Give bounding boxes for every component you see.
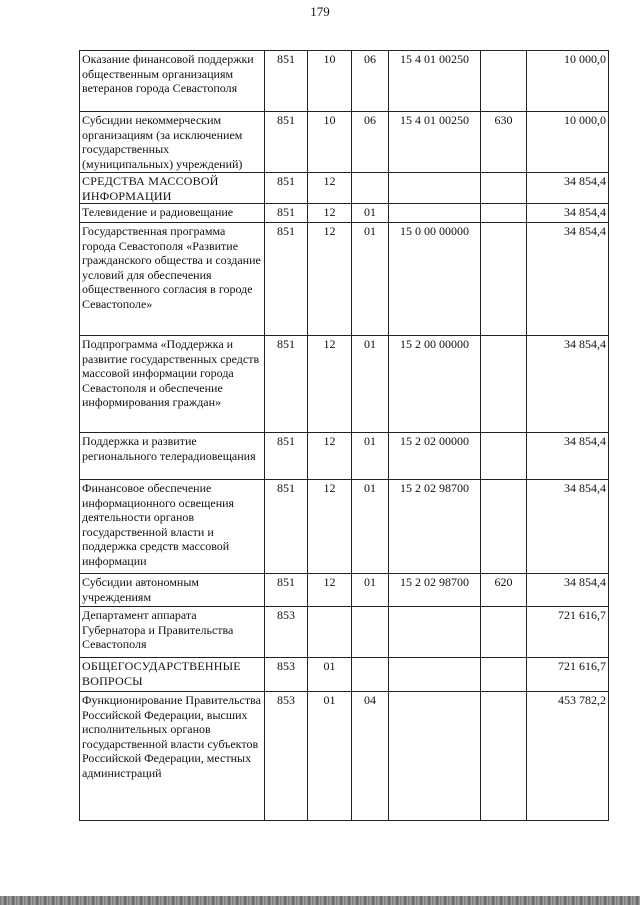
amount-cell: 721 616,7 xyxy=(527,658,609,692)
amount-cell: 10 000,0 xyxy=(527,112,609,173)
row-name-cell: Функционирование Правительства Российской Федерации, высших исполнительных органов государственной власти субъектов Российской Федерации, местных администраций xyxy=(80,692,265,821)
target-article-cell xyxy=(389,204,481,223)
subsection-cell: 01 xyxy=(352,223,389,336)
target-article-cell: 15 0 00 00000 xyxy=(389,223,481,336)
amount-cell: 34 854,4 xyxy=(527,223,609,336)
row-name-cell: СРЕДСТВА МАССОВОЙ ИНФОРМАЦИИ xyxy=(80,173,265,204)
grbs-cell: 851 xyxy=(265,112,308,173)
target-article-cell xyxy=(389,692,481,821)
table-row xyxy=(80,433,609,480)
amount-cell: 10 000,0 xyxy=(527,51,609,112)
subsection-cell xyxy=(352,607,389,658)
grbs-cell: 851 xyxy=(265,223,308,336)
target-article-cell: 15 2 02 98700 xyxy=(389,480,481,574)
section-cell: 01 xyxy=(308,692,352,821)
subsection-cell: 01 xyxy=(352,204,389,223)
target-article-cell xyxy=(389,607,481,658)
section-cell: 12 xyxy=(308,204,352,223)
amount-cell: 34 854,4 xyxy=(527,480,609,574)
target-article-cell: 15 4 01 00250 xyxy=(389,51,481,112)
expense-type-cell xyxy=(481,433,527,480)
section-cell: 12 xyxy=(308,574,352,607)
subsection-cell: 01 xyxy=(352,574,389,607)
table-row xyxy=(80,173,609,204)
row-name-cell: Субсидии автономным учреждениям xyxy=(80,574,265,607)
target-article-cell xyxy=(389,658,481,692)
expense-type-cell xyxy=(481,336,527,433)
scan-edge-strip xyxy=(0,896,640,905)
section-cell: 12 xyxy=(308,336,352,433)
expense-type-cell xyxy=(481,173,527,204)
table-row xyxy=(80,658,609,692)
grbs-cell: 851 xyxy=(265,480,308,574)
budget-table xyxy=(79,50,609,821)
table-row xyxy=(80,480,609,574)
grbs-cell: 853 xyxy=(265,658,308,692)
amount-cell: 34 854,4 xyxy=(527,336,609,433)
grbs-cell: 853 xyxy=(265,607,308,658)
row-name-cell: Поддержка и развитие регионального телерадиовещания xyxy=(80,433,265,480)
subsection-cell xyxy=(352,658,389,692)
target-article-cell: 15 2 02 00000 xyxy=(389,433,481,480)
table-row xyxy=(80,51,609,112)
expense-type-cell xyxy=(481,658,527,692)
subsection-cell: 04 xyxy=(352,692,389,821)
row-name-cell: Оказание финансовой поддержки общественным организациям ветеранов города Севастополя xyxy=(80,51,265,112)
target-article-cell xyxy=(389,173,481,204)
expense-type-cell xyxy=(481,51,527,112)
row-name-cell: Подпрограмма «Поддержка и развитие государственных средств массовой информации города Севастополя и обеспечение информирования граждан» xyxy=(80,336,265,433)
row-name-cell: Телевидение и радиовещание xyxy=(80,204,265,223)
grbs-cell: 853 xyxy=(265,692,308,821)
section-cell: 12 xyxy=(308,173,352,204)
subsection-cell: 06 xyxy=(352,112,389,173)
target-article-cell: 15 4 01 00250 xyxy=(389,112,481,173)
amount-cell: 453 782,2 xyxy=(527,692,609,821)
grbs-cell: 851 xyxy=(265,433,308,480)
expense-type-cell xyxy=(481,692,527,821)
table-row xyxy=(80,112,609,173)
row-name-cell: Департамент аппарата Губернатора и Правительства Севастополя xyxy=(80,607,265,658)
table-row xyxy=(80,574,609,607)
grbs-cell: 851 xyxy=(265,173,308,204)
table-row xyxy=(80,692,609,821)
table-row xyxy=(80,607,609,658)
section-cell: 01 xyxy=(308,658,352,692)
row-name-cell: ОБЩЕГОСУДАРСТВЕННЫЕ ВОПРОСЫ xyxy=(80,658,265,692)
section-cell: 12 xyxy=(308,433,352,480)
section-cell: 10 xyxy=(308,51,352,112)
subsection-cell: 01 xyxy=(352,336,389,433)
amount-cell: 34 854,4 xyxy=(527,574,609,607)
grbs-cell: 851 xyxy=(265,204,308,223)
budget-table-body xyxy=(80,51,609,821)
page-number: 179 xyxy=(310,4,330,19)
grbs-cell: 851 xyxy=(265,574,308,607)
section-cell xyxy=(308,607,352,658)
amount-cell: 34 854,4 xyxy=(527,204,609,223)
table-row xyxy=(80,336,609,433)
expense-type-cell: 620 xyxy=(481,574,527,607)
expense-type-cell: 630 xyxy=(481,112,527,173)
target-article-cell: 15 2 02 98700 xyxy=(389,574,481,607)
expense-type-cell xyxy=(481,223,527,336)
expense-type-cell xyxy=(481,204,527,223)
expense-type-cell xyxy=(481,480,527,574)
table-row xyxy=(80,223,609,336)
amount-cell: 34 854,4 xyxy=(527,173,609,204)
row-name-cell: Субсидии некоммерческим организациям (за исключением государственных (муниципальных) учреждений) xyxy=(80,112,265,173)
row-name-cell: Государственная программа города Севастополя «Развитие гражданского общества и создание условий для обеспечения общественного согласия в городе Севастополе» xyxy=(80,223,265,336)
expense-type-cell xyxy=(481,607,527,658)
grbs-cell: 851 xyxy=(265,336,308,433)
amount-cell: 34 854,4 xyxy=(527,433,609,480)
grbs-cell: 851 xyxy=(265,51,308,112)
table-row xyxy=(80,204,609,223)
row-name-cell: Финансовое обеспечение информационного освещения деятельности органов государственной власти и поддержка средств массовой информации xyxy=(80,480,265,574)
target-article-cell: 15 2 00 00000 xyxy=(389,336,481,433)
subsection-cell: 06 xyxy=(352,51,389,112)
section-cell: 12 xyxy=(308,480,352,574)
section-cell: 10 xyxy=(308,112,352,173)
subsection-cell: 01 xyxy=(352,433,389,480)
subsection-cell: 01 xyxy=(352,480,389,574)
section-cell: 12 xyxy=(308,223,352,336)
amount-cell: 721 616,7 xyxy=(527,607,609,658)
subsection-cell xyxy=(352,173,389,204)
